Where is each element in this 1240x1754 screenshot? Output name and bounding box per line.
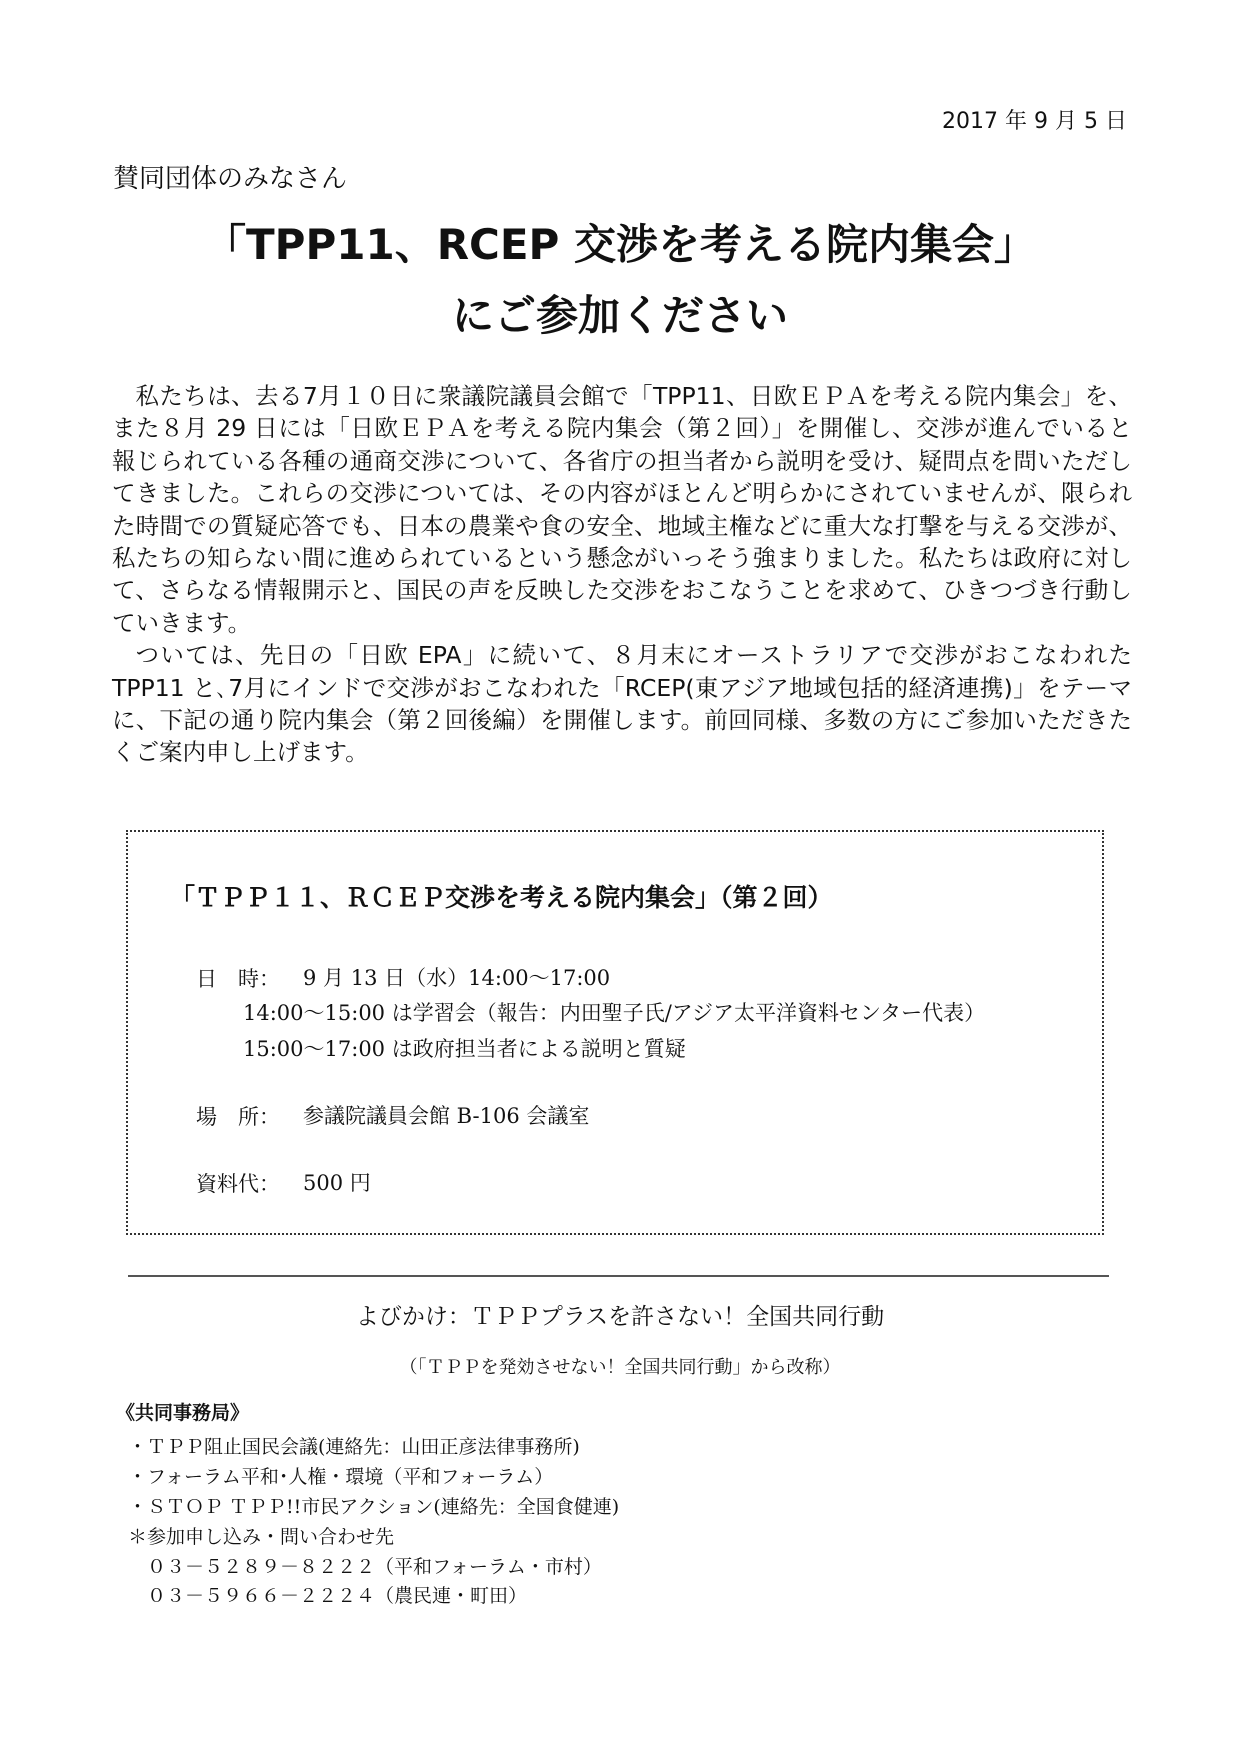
organizer-call: よびかけ：ＴＰＰプラスを許さない！全国共同行動: [355, 1304, 885, 1330]
fee-label: 資料代：: [196, 1172, 280, 1196]
secretariat-heading: 《共同事務局》: [116, 1402, 250, 1424]
event-title: 「ＴＰＰ１１、ＲＣＥＰ交渉を考える院内集会」（第２回）: [170, 883, 833, 912]
contact-item: ・ＳＴＯＰ ＴＰＰ!!市民アクション(連絡先：全国食健連): [128, 1496, 620, 1518]
datetime-label: 日 時：: [196, 967, 280, 991]
title-line-2: にご参加ください: [451, 291, 788, 340]
schedule-2: 15:00～17:00 は政府担当者による説明と質疑: [243, 1037, 686, 1061]
greeting: 賛同団体のみなさん: [113, 164, 348, 194]
place-label: 場 所：: [196, 1105, 280, 1129]
divider: [128, 1275, 1109, 1277]
body-text: [112, 380, 1132, 769]
datetime-value: 9 月 13 日（水）14:00～17:00: [303, 966, 611, 990]
renamed-note: （「ＴＰＰを発効させない！全国共同行動」から改称）: [399, 1357, 841, 1378]
contact-item: ・ＴＰＰ阻止国民会議(連絡先：山田正彦法律事務所): [128, 1436, 580, 1458]
schedule-1: 14:00～15:00 は学習会（報告：内田聖子氏/アジア太平洋資料センター代表）: [243, 1001, 986, 1025]
contact-phone: ０３－５９６６－２２２４（農民連・町田）: [128, 1585, 528, 1607]
fee-value: 500 円: [303, 1171, 371, 1195]
contact-item: ＊参加申し込み・問い合わせ先: [128, 1526, 395, 1548]
paragraph: 私たちは、去る7月１０日に衆議院議員会館で「TPP11、日欧ＥＰＡを考える院内集会」を、また８月 29 日には「日欧ＥＰＡを考える院内集会（第２回）」を開催し、交渉が進んでいると報じられている各種の通商交渉について、各省庁の担当者から説明を受け、疑問点を問いただしてきました。これらの交渉については、その内容がほとんど明らかにされていませんが、限られた時間での質疑応答でも、日本の農業や食の安全、地域主権などに重大な打撃を与える交渉が、私たちの知らない間に進められているという懸念がいっそう強まりました。私たちは政府に対して、さらなる情報開示と、国民の声を反映した交渉をおこなうことを求めて、ひきつづき行動していきます。: [112, 382, 1132, 637]
place-value: 参議院議員会館 B-106 会議室: [303, 1104, 590, 1128]
contact-item: ・フォーラム平和･人権・環境（平和フォーラム）: [128, 1466, 554, 1488]
title-line-1: 「TPP11、RCEP 交渉を考える院内集会」: [204, 220, 1036, 269]
contact-phone: ０３－５２８９－８２２２（平和フォーラム・市村）: [128, 1556, 602, 1578]
paragraph: ついては、先日の「日欧 EPA」に続いて、８月末にオーストラリアで交渉がおこなわれた TPP11 と､7月にインドで交渉がおこなわれた「RCEP(東アジア地域包括的経済連携)」をテーマに、下記の通り院内集会（第２回後編）を開催します。前回同様、多数の方にご参加いただきたくご案内申し上げます。: [112, 641, 1132, 767]
document-date: 2017 年 9 月 5 日: [942, 109, 1127, 134]
